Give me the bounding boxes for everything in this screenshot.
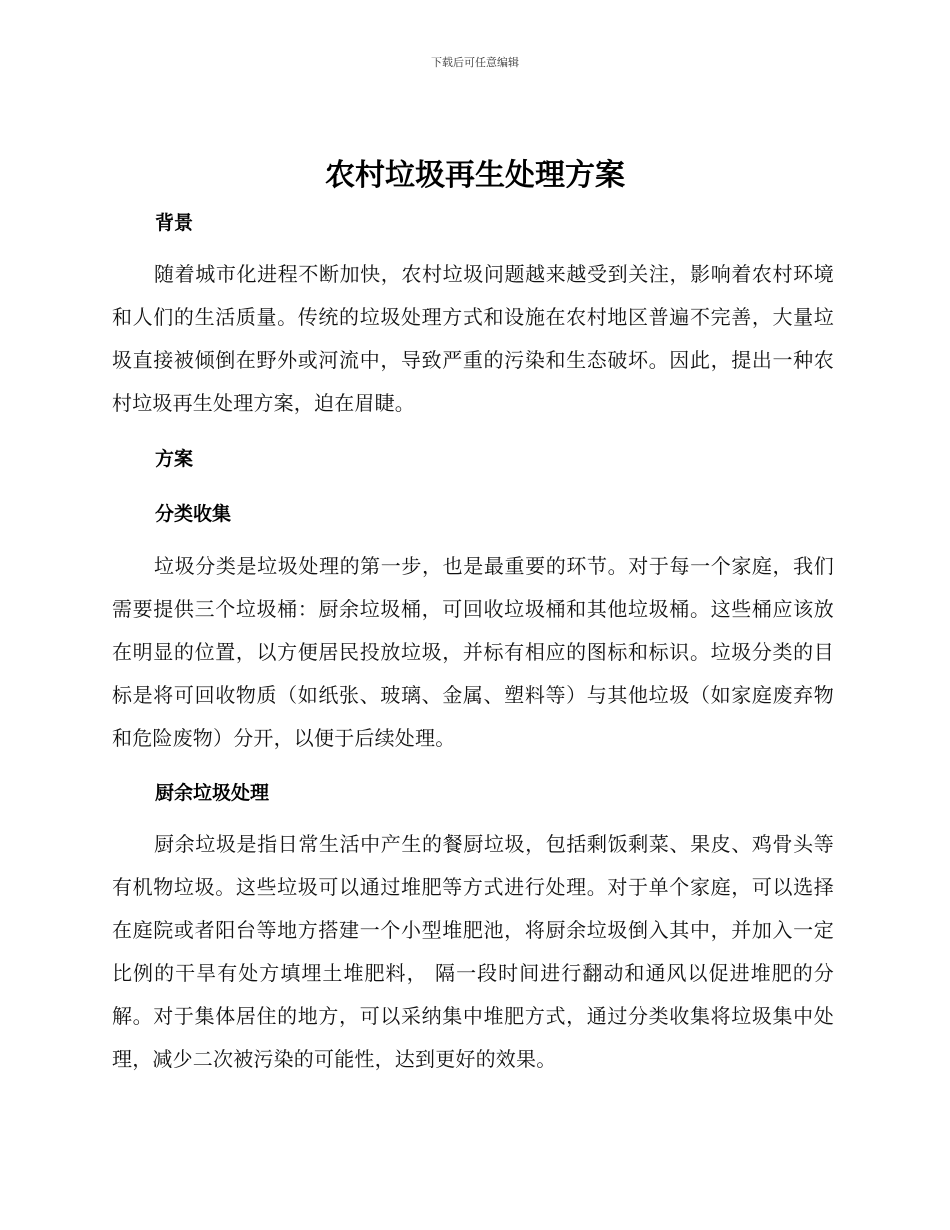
header-note: 下载后可任意编辑 xyxy=(431,56,519,69)
heading-plan: 方案 xyxy=(155,448,194,470)
heading-background: 背景 xyxy=(155,212,194,234)
document-title: 农村垃圾再生处理方案 xyxy=(325,158,625,193)
paragraph-background: 随着城市化进程不断加快，农村垃圾问题越来越受到关注，影响着农村环境和人们的生活质量。传统的垃圾处理方式和设施在农村地区普遍不完善，大量垃圾直接被倾倒在野外或河流中，导致严重的污染和生态破坏。因此，提出一种农村垃圾再生处理方案，迫在眉睫。 xyxy=(112,262,834,415)
paragraph-kitchen-waste: 厨余垃圾是指日常生活中产生的餐厨垃圾，包括剩饭剩菜、果皮、鸡骨头等有机物垃圾。这些垃圾可以通过堆肥等方式进行处理。对于单个家庭，可以选择在庭院或者阳台等地方搭建一个小型堆肥池，将厨余垃圾倒入其中，并加入一定比例的干旱有处方填埋土堆肥料， 隔一段时间进行翻动和通风以促进堆肥的分解。对于集体居住的地方，可以采纳集中堆肥方式，通过分类收集将垃圾集中处理，减少二次被污染的可能性，达到更好的效果。 xyxy=(112,832,834,1071)
heading-kitchen-waste: 厨余垃圾处理 xyxy=(155,782,270,804)
paragraph-sorting: 垃圾分类是垃圾处理的第一步，也是最重要的环节。对于每一个家庭，我们需要提供三个垃圾桶：厨余垃圾桶，可回收垃圾桶和其他垃圾桶。这些桶应该放在明显的位置，以方便居民投放垃圾，并标有相应的图标和标识。垃圾分类的目标是将可回收物质（如纸张、玻璃、金属、塑料等）与其他垃圾（如家庭废弃物和危险废物）分开，以便于后续处理。 xyxy=(112,554,834,750)
heading-sorting: 分类收集 xyxy=(155,503,232,525)
